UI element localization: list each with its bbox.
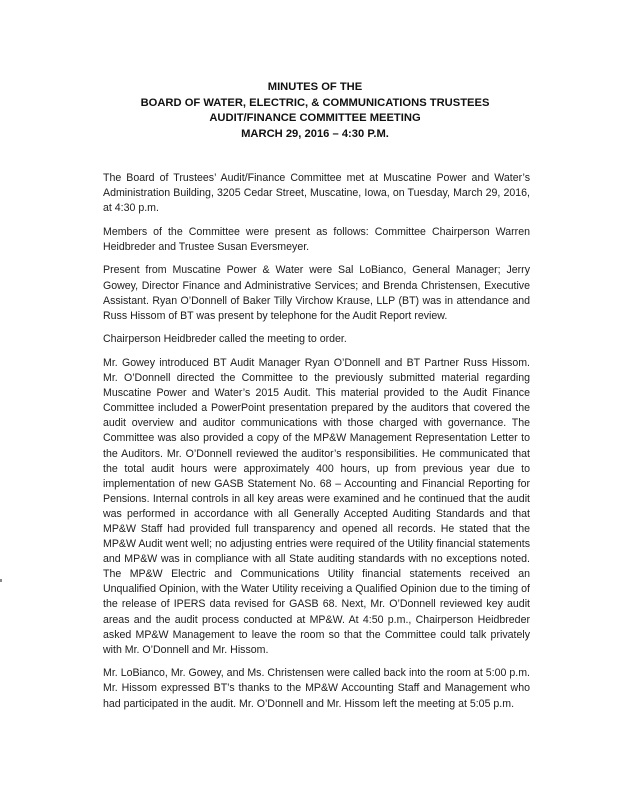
header-line-minutes: MINUTES OF THE xyxy=(267,81,363,93)
header-line-board: BOARD OF WATER, ELECTRIC, & COMMUNICATIONS TRUSTEES xyxy=(140,96,490,109)
minutes-body xyxy=(103,171,530,720)
paragraph-meeting-location: The Board of Trustees’ Audit/Finance Committee met at Muscatine Power and Water’s Administration Building, 3205 Cedar Street, Muscatine, Iowa, on Tuesday, March 29, 2016, at 4:30 p.m. xyxy=(103,172,530,215)
minutes-header xyxy=(100,80,530,142)
paragraph-audit-review: Mr. Gowey introduced BT Audit Manager Ryan O’Donnell and BT Partner Russ Hissom. Mr. O’Donnell directed the Committee to the previously submitted material regarding Muscatine Power and Water’s 2015 Audit. This material provided to the Audit Finance Committee included a PowerPoint presentation prepared by the auditors that covered the audit overview and auditor communications with those charged with governance. The Committee was also provided a copy of the MP&W Management Representation Letter to the Auditors. Mr. O’Donnell reviewed the auditor’s responsibilities. He communicated that the total audit hours were approximately 400 hours, up from previous year due to implementation of new GASB Statement No. 68 – Accounting and Financial Reporting for Pensions. Internal controls in all key areas were examined and he continued that the audit was performed in accordance with all Generally Accepted Auditing Standards and that MP&W Staff had provided full transparency and opened all records. He stated that the MP&W Audit went well; no adjusting entries were required of the Utility financial statements and MP&W was in compliance with all State auditing standards with no exceptions noted. The MP&W Electric and Communications Utility financial statements received an Unqualified Opinion, with the Water Utility receiving a Qualified Opinion due to the timing of the release of IPERS data revised for GASB 68. Next, Mr. O’Donnell reviewed key audit areas and the audit process conducted at MP&W. At 4:50 p.m., Chairperson Heidbreder asked MP&W Management to leave the room so that the Committee could talk privately with Mr. O’Donnell and Mr. Hissom. xyxy=(103,356,530,656)
paragraph-call-to-order: Chairperson Heidbreder called the meeting to order. xyxy=(103,333,347,346)
scan-margin-mark xyxy=(0,579,2,582)
header-line-committee: AUDIT/FINANCE COMMITTEE MEETING xyxy=(209,112,421,124)
paragraph-members-present: Members of the Committee were present as follows: Committee Chairperson Warren Heidbreder and Trustee Susan Eversmeyer. xyxy=(103,225,530,253)
paragraph-adjournment: Mr. LoBianco, Mr. Gowey, and Ms. Christensen were called back into the room at 5:00 p.m. Mr. Hissom expressed BT’s thanks to the MP&W Accounting Staff and Management who had participated in the audit. Mr. O’Donnell and Mr. Hissom left the meeting at 5:05 p.m. xyxy=(103,667,530,710)
header-line-date: MARCH 29, 2016 – 4:30 P.M. xyxy=(241,127,389,140)
paragraph-staff-present: Present from Muscatine Power & Water were Sal LoBianco, General Manager; Jerry Gowey, Director Finance and Administrative Services; and Brenda Christensen, Executive Assistant. Ryan O’Donnell of Baker Tilly Virchow Krause, LLP (BT) was in attendance and Russ Hissom of BT was present by telephone for the Audit Report review. xyxy=(103,264,530,322)
